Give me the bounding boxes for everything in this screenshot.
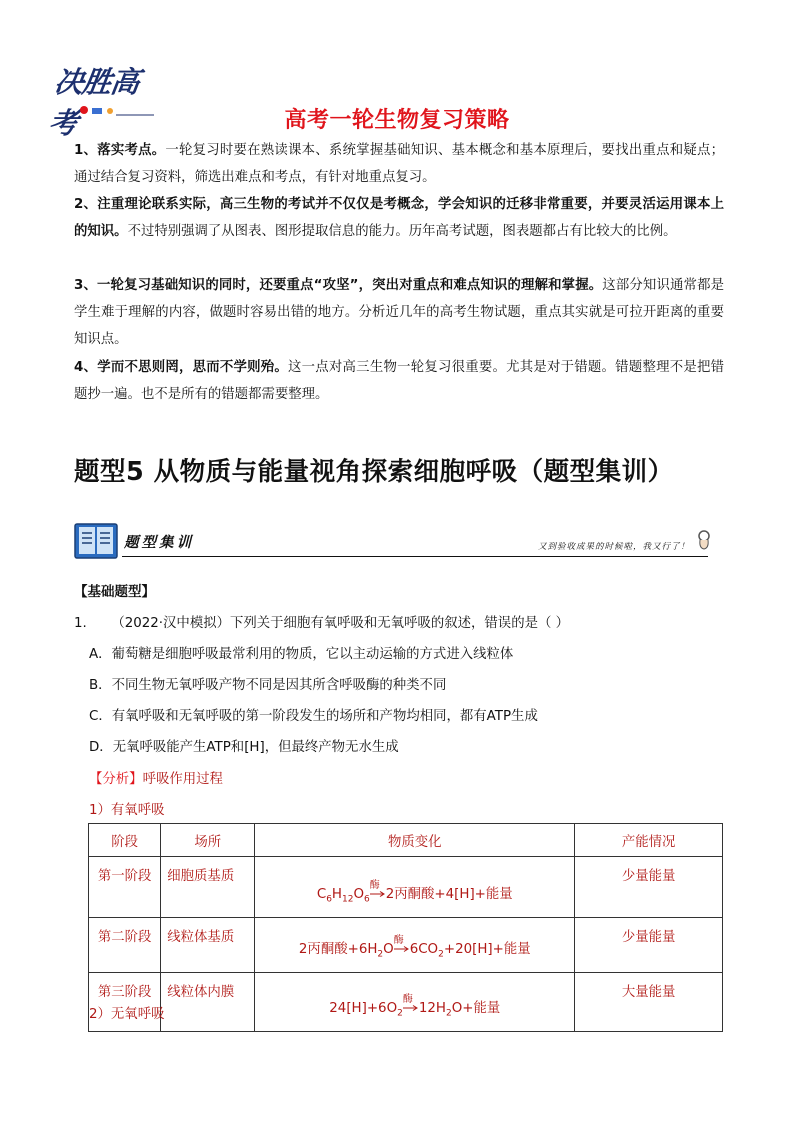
col-header: 阶段 [89,824,161,857]
stage-cell: 第二阶段 [89,918,161,973]
energy-cell: 大量能量 [575,973,723,1032]
energy-cell: 少量能量 [575,857,723,918]
section-heading: 【基础题型】 [74,584,155,600]
energy-cell: 少量能量 [575,918,723,973]
stage-cell: 第三阶段 [89,973,161,1032]
page-title: 题型5 从物质与能量视角探索细胞呼吸（题型集训） [74,457,674,487]
enzyme-arrow-icon: 酶 [394,943,410,955]
equation-2: 2丙酮酸$+6H_2O$ 酶 $6CO_2+20[H]+$能量 [298,935,531,960]
strategy-item-3 [74,272,724,353]
strategy-item-text: 这一点对高三生物一轮复习很重要。尤其是对于错题。错题整理不是把错题抄一遍。也不是所有的错题都需要整理。 [74,360,724,402]
equation-cell [255,918,575,973]
col-header: 物质变化 [255,824,575,857]
strategy-item-bold: 3、一轮复习基础知识的同时，还要重点“攻坚”，突出对重点和难点知识的理解和掌握。 [74,278,603,293]
question-number: 1. [74,616,87,631]
strategy-item-bold: 1、落实考点。 [74,143,166,158]
aerobic-heading: 1）有氧呼吸 [89,803,165,818]
table-row [89,973,723,1032]
equation-cell [255,973,575,1032]
ok-hand-icon [696,528,712,550]
option-c: C．有氧呼吸和无氧呼吸的第一阶段发生的场所和产物均相同，都有ATP生成 [89,709,538,724]
option-a: A．葡萄糖是细胞呼吸最常利用的物质，它以主动运输的方式进入线粒体 [89,647,514,662]
strategy-item-text: 一轮复习时要在熟读课本、系统掌握基础知识、基本概念和基本原理后，要找出重点和疑点；通过结合复习资料，筛选出难点和考点，有针对地重点复习。 [74,143,724,185]
strategy-item-4 [74,354,724,408]
col-header: 产能情况 [575,824,723,857]
strategy-item-bold: 4、学而不思则罔，思而不学则殆。 [74,360,289,375]
option-d: D．无氧呼吸能产生ATP和[H]，但最终产物无水生成 [89,740,399,755]
question-stem [74,612,569,631]
site-cell: 线粒体基质 [161,918,255,973]
analysis-tag: 【分析】 [89,772,143,787]
banner-divider [122,556,708,557]
strategy-title: 高考一轮生物复习策略 [284,108,510,133]
analysis-line [89,768,223,787]
table-header-row [89,824,723,857]
section-banner [74,520,724,560]
site-cell: 线粒体内膜 [161,973,255,1032]
col-header: 场所 [161,824,255,857]
strategy-item-1 [74,137,724,191]
site-cell: 细胞质基质 [161,857,255,918]
equation-1: $C_6H_{12}O_6$ 酶 2丙酮酸+4[H]+能量 [316,880,513,905]
book-icon [74,522,118,560]
equation-3: $24[H]+6O_2$ 酶 $12H_2O+$能量 [329,994,501,1019]
table-row [89,857,723,918]
table-row [89,918,723,973]
strategy-item-text: 不过特别强调了从图表、图形提取信息的能力。历年高考试题，图表题都占有比较大的比例。 [127,224,677,239]
banner-label: 题型集训 [124,534,194,551]
enzyme-arrow-icon: 酶 [403,1002,419,1014]
option-b: B．不同生物无氧呼吸产物不同是因其所含呼吸酶的种类不同 [89,678,447,693]
equation-cell [255,857,575,918]
stage-cell: 第一阶段 [89,857,161,918]
analysis-text: 呼吸作用过程 [142,772,223,787]
banner-motto: 又到验收成果的时候啦，我又行了！ [537,542,690,552]
question-text: （2022·汉中模拟）下列关于细胞有氧呼吸和无氧呼吸的叙述，错误的是（ ） [111,616,570,631]
strategy-item-2 [74,191,724,245]
strategy-item-text: 这部分知识通常都是学生难于理解的内容，做题时容易出错的地方。分析近几年的高考生物试题，重点其实就是可拉开距离的重要知识点。 [74,278,724,347]
aerobic-table [88,823,723,1032]
enzyme-arrow-icon: 酶 [370,888,386,900]
strategy-item-bold: 2、注重理论联系实际，高三生物的考试并不仅仅是考概念，学会知识的迁移非常重要，并要灵活运用课本上的知识。 [74,197,724,239]
logo-text: 决胜高考 [46,65,142,140]
anaerobic-heading: 2）无氧呼吸 [89,1007,165,1022]
